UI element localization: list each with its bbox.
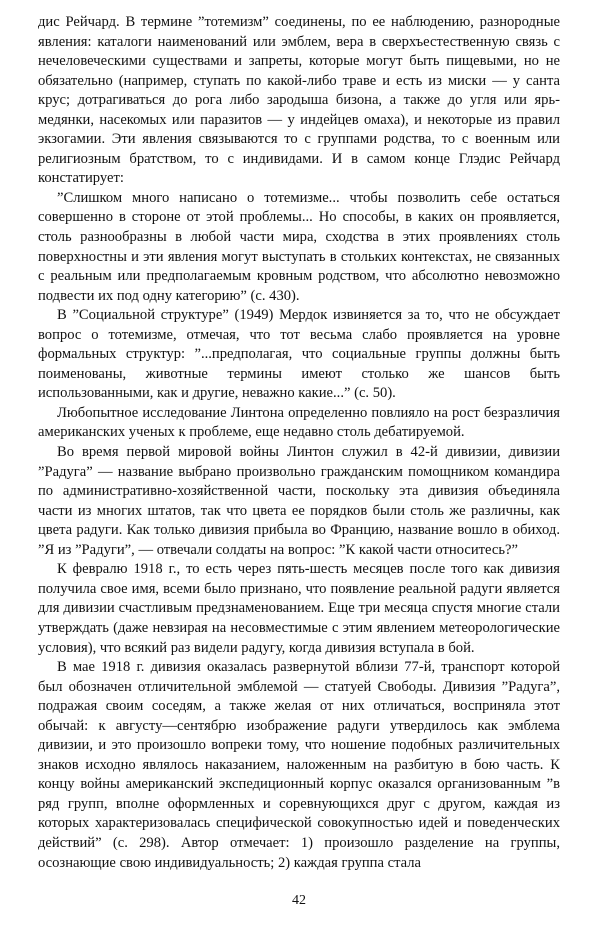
paragraph-5: Во время первой мировой войны Линтон служил в 42-й дивизии, дивизии ”Радуга” — название выбрано произвольно гражданским помощником командира по административно-хозяйственной части, поскольку эта дивизия объединяла части из многих штатов, так что цвета ее порядков были столь же различны, как цвета радуги. Как только дивизия прибыла во Францию, название вошло в обиход. ”Я из ”Радуги”, — отвечали солдаты на вопрос: ”К какой части относитесь?” (38, 444, 560, 558)
paragraph-4: Любопытное исследование Линтона определенно повлияло на рост безразличия американских ученых к проблеме, еще недавно столь дебатируемой. (38, 404, 560, 441)
book-page (38, 13, 560, 918)
page-number: 42 (292, 893, 306, 908)
paragraph-3: В ”Социальной структуре” (1949) Мердок извиняется за то, что не обсуждает вопрос о тотемизме, отмечая, что тот весьма слабо проявляется на уровне формальных структур: ”...предполагая, что социальные группы должны быть поименованы, животные термины имеют столько же шансов быть использованными, как и другие, неважно какие...” (с. 50). (38, 307, 560, 402)
paragraph-7: В мае 1918 г. дивизия оказалась развернутой вблизи 77-й, транспорт которой был обозначен отличительной эмблемой — статуей Свободы. Дивизия ”Радуга”, подражая своим соседям, а также желая от них отличаться, восприняла этот обычай: к августу—сентябрю изображение радуги утвердилось как эмблема дивизии, и это произошло вопреки тому, что ношение подобных различительных знаков исходно являлось наказанием, наложенным на разбитую в бою часть. К концу войны американский экспедиционный корпус оказался организованным ”в ряд групп, вполне оформленных и соревнующихся друг с другом, каждая из которых характеризовалась специфической совокупностью идей и поведенческих действий” (с. 298). Автор отмечает: 1) произошло разделение на группы, осознающие свою индивидуальность; 2) каждая группа стала (38, 659, 560, 871)
paragraph-2-quotation: ”Слишком много написано о тотемизме... чтобы позволить себе остаться совершенно в стороне от этой проблемы... Но способы, в каких он проявляется, столь разнообразны в любой части мира, сходства в этих проявлениях столь поверхностны и эти явления могут выступать в стольких контекстах, не связанных с реальным или предполагаемым кровным родством, что абсолютно невозможно подвести их под одну категорию” (с. 430). (38, 189, 560, 304)
paragraph-1: дис Рейчард. В термине ”тотемизм” соединены, по ее наблюдению, разнородные явления: каталоги наименований или эмблем, вера в сверхъестественную связь с нечеловеческими существами и запреты, которые могут быть пищевыми, но не обязательно (например, ступать по какой-либо траве и есть из миски — у санта крус; дотрагиваться до рога либо зародыша бизона, а также до угля или ярь-медянки, насекомых или паразитов — у индейцев омаха), и некоторые из правил экзогамии. Эти явления связываются то с группами родства, то с военным или религиозным братством, то с индивидами. И в самом конце Глэдис Рейчард констатирует: (38, 14, 560, 187)
paragraph-6: К февралю 1918 г., то есть через пять-шесть месяцев после того как дивизия получила свое имя, всеми было признано, что появление реальной радуги является для дивизии счастливым предзнаменованием. Еще три месяца спустя многие стали утверждать (даже невзирая на несовместимые с этим явлением метеорологические условия), что всякий раз видели радугу, когда дивизия вступала в бой. (38, 561, 560, 656)
